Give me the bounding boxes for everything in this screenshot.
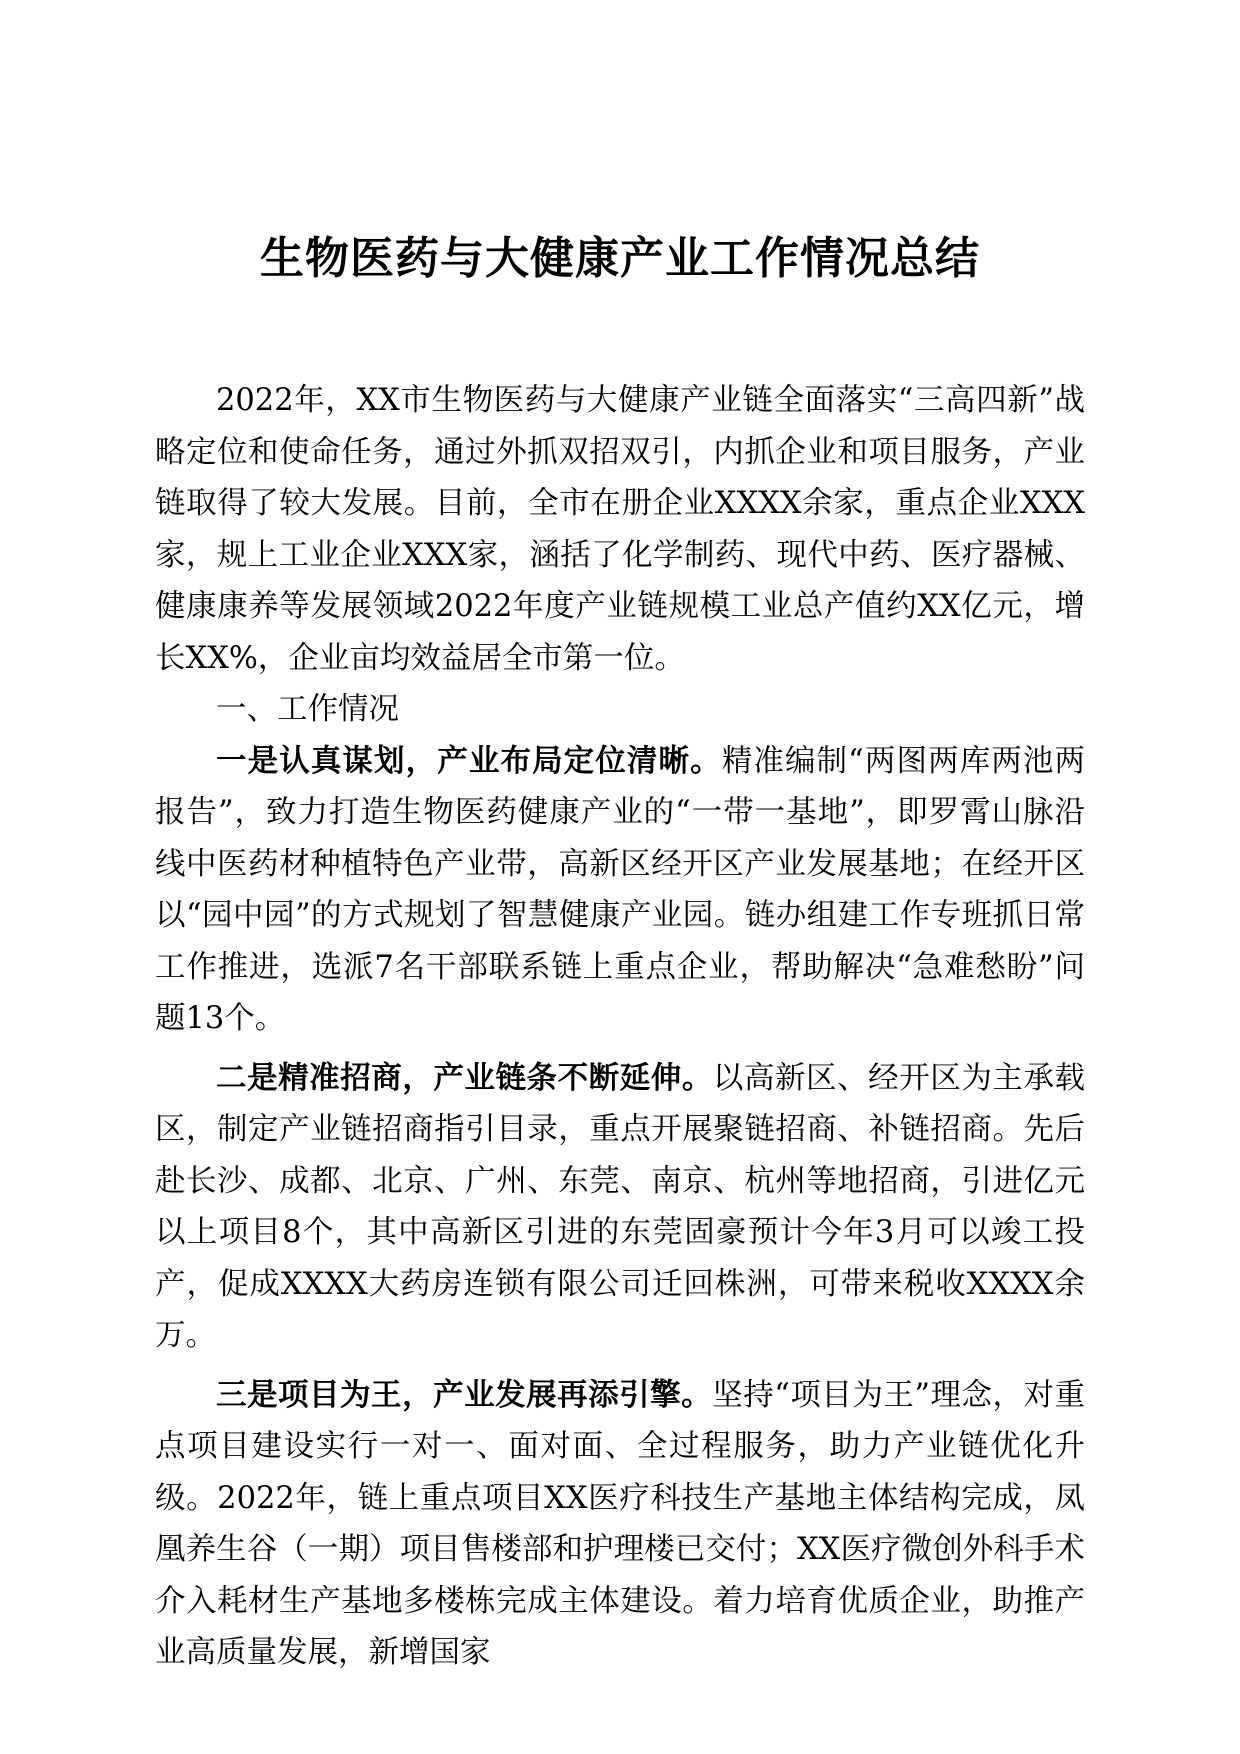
paragraph-item-1 — [155, 736, 1085, 1045]
document-title: 生物医药与大健康产业工作情况总结 — [260, 233, 980, 284]
intro-paragraph: 2022年，XX市生物医药与大健康产业链全面落实“三高四新”战略定位和使命任务，通过外抓双招双引，内抓企业和项目服务，产业链取得了较大发展。目前，全市在册企业XXXX余家，重点企业XXX家，规上工业企业XXX家，涵括了化学制药、现代中药、医疗器械、健康康养等发展领域2022年度产业链规模工业总产值约XX亿元，增长XX%，企业亩均效益居全市第一位。 — [155, 383, 1085, 676]
section-heading-work-status: 一、工作情况 — [216, 692, 399, 727]
paragraph-spacer — [155, 1362, 1085, 1370]
paragraph-text-3: 坚持“项目为王”理念，对重点项目建设实行一对一、面对面、全过程服务，助力产业链优化升级。2022年，链上重点项目XX医疗科技生产基地主体结构完成，凤凰养生谷（一期）项目售楼部和护理楼已交付；XX医疗微创外科手术介入耗材生产基地多楼栋完成主体建设。着力培育优质企业，助推产业高质量发展，新增国家 — [155, 1377, 1086, 1670]
paragraph-item-3 — [155, 1370, 1085, 1679]
paragraph-lead-3: 三是项目为王，产业发展再添引擎。 — [216, 1376, 713, 1413]
paragraph-text-2: 以高新区、经开区为主承载区，制定产业链招商指引目录，重点开展聚链招商、补链招商。先后赴长沙、成都、北京、广州、东莞、南京、杭州等地招商，引进亿元以上项目8个，其中高新区引进的东莞固豪预计今年3月可以竣工投产，促成XXXX大药房连锁有限公司迁回株洲，可带来税收XXXX余万。 — [155, 1060, 1086, 1353]
paragraph-item-2 — [155, 1053, 1085, 1362]
paragraph-lead-1: 一是认真谋划，产业布局定位清晰。 — [216, 742, 722, 779]
paragraph-lead-2: 二是精准招商，产业链条不断延伸。 — [216, 1059, 713, 1096]
document-body — [155, 375, 1085, 1679]
paragraph-spacer — [155, 1045, 1085, 1053]
paragraph-text-1: 精准编制“两图两库两池两报告”，致力打造生物医药健康产业的“一带一基地”，即罗霄山脉沿线中医药材种植特色产业带，高新区经开区产业发展基地；在经开区以“园中园”的方式规划了智慧健康产业园。链办组建工作专班抓日常工作推进，选派7名干部联系链上重点企业，帮助解决“急难愁盼”问题13个。 — [155, 743, 1086, 1036]
